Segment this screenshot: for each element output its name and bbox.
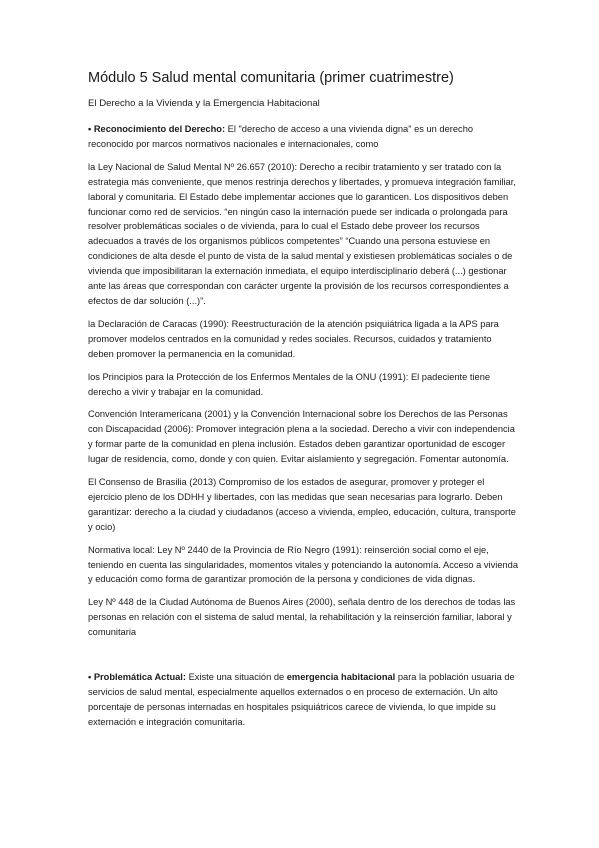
reconocimiento-label: Reconocimiento del Derecho: xyxy=(93,124,226,134)
section-subtitle: El Derecho a la Vivienda y la Emergencia Habitacional xyxy=(88,98,320,109)
emergencia-emphasis: emergencia habitacional xyxy=(286,672,396,683)
ley-448-paragraph: Ley Nº 448 de la Ciudad Autónoma de Buenos Aires (2000), señala dentro de los derechos de todas las personas en relación con el sistema de salud mental, la rehabilitación y la reinserción familiar, laboral y comunitaria xyxy=(88,597,516,638)
spacer xyxy=(88,648,520,670)
reconocimiento-paragraph xyxy=(88,122,520,152)
normativa-local-paragraph: Normativa local: Ley Nº 2440 de la Provincia de Río Negro (1991): reinserción social como el eje, teniendo en cuenta las singularidades, momentos vitales y potenciando la autonomía. Acceso a vivienda y educación como forma de garantizar promoción de la persona y condiciones de vida dignas. xyxy=(88,544,518,585)
problematica-text-start: Existe una situación de xyxy=(185,672,287,683)
principios-onu-paragraph: los Principios para la Protección de los Enfermos Mentales de la ONU (1991): El padeciente tiene derecho a vivir y trabajar en la comunidad. xyxy=(88,371,491,397)
ley-26657-paragraph: la Ley Nacional de Salud Mental Nº 26.657 (2010): Derecho a recibir tratamiento y ser tratado con la estrategia más conveniente, que menos restrinja derechos y libertades, y promueva integración familiar, laboral y comunitaria. El Estado debe implementar acciones que lo garanticen. Los dispositivos deben funcionar como red de servicios. “en ningún caso la internación puede ser indicada o prolongada para resolver problemáticas sociales o de vivienda, para lo cual el Estado debe proveer los recursos adecuados a través de los organismos públicos competentes” “Cuando una persona estuviese en condiciones de alta desde el punto de vista de la salud mental y existiesen problemáticas sociales o de vivienda que imposibilitaran la externación inmediata, el equipo interdisciplinario deberá (...) gestionar ante las áreas que correspondan con carácter urgente la provisión de los recursos correspondientes a efectos de dar solución (...)”. xyxy=(88,161,516,306)
declaracion-caracas-paragraph: la Declaración de Caracas (1990): Reestructuración de la atención psiquiátrica ligada a la APS para promover modelos centrados en la comunidad y redes sociales. Recursos, cuidados y tratamiento deben promover la permanencia en la comunidad. xyxy=(88,318,499,359)
problematica-paragraph xyxy=(88,670,520,730)
problematica-text-end: para la población usuaria de servicios de salud mental, especialmente aquellos externados o en proceso de externación. Un alto porcentaje de personas internadas en hospitales psiquiátricos carece de vivienda, lo que impide su externación e integración comunitaria. xyxy=(88,672,515,727)
convencion-paragraph: Convención Interamericana (2001) y la Convención Internacional sobre los Derechos de las Personas con Discapacidad (2006): Promover integración plena a la sociedad. Derecho a vivir con independencia y formar parte de la comunidad en plena inclusión. Estados deben garantizar oportunidad de escoger lugar de residencia, como, donde y con quien. Evitar aislamiento y segregación. Fomentar autonomía. xyxy=(88,409,515,465)
document-body xyxy=(88,68,520,738)
reconocimiento-text: El "derecho de acceso a una vivienda digna" es un derecho reconocido por marcos normativos nacionales e internacionales, como xyxy=(88,124,474,149)
problematica-label: Problemática Actual: xyxy=(93,672,186,683)
consenso-brasilia-paragraph: El Consenso de Brasilia (2013) Compromiso de los estados de asegurar, promover y proteger el ejercicio pleno de los DDHH y libertades, con las medidas que sean necesarias para lograrlo. Deben garantizar: derecho a la ciudad y ciudadanos (acceso a vivienda, empleo, educación, cultura, transporte y ocio) xyxy=(88,477,516,532)
page-title: Módulo 5 Salud mental comunitaria (primer cuatrimestre) xyxy=(88,70,454,86)
